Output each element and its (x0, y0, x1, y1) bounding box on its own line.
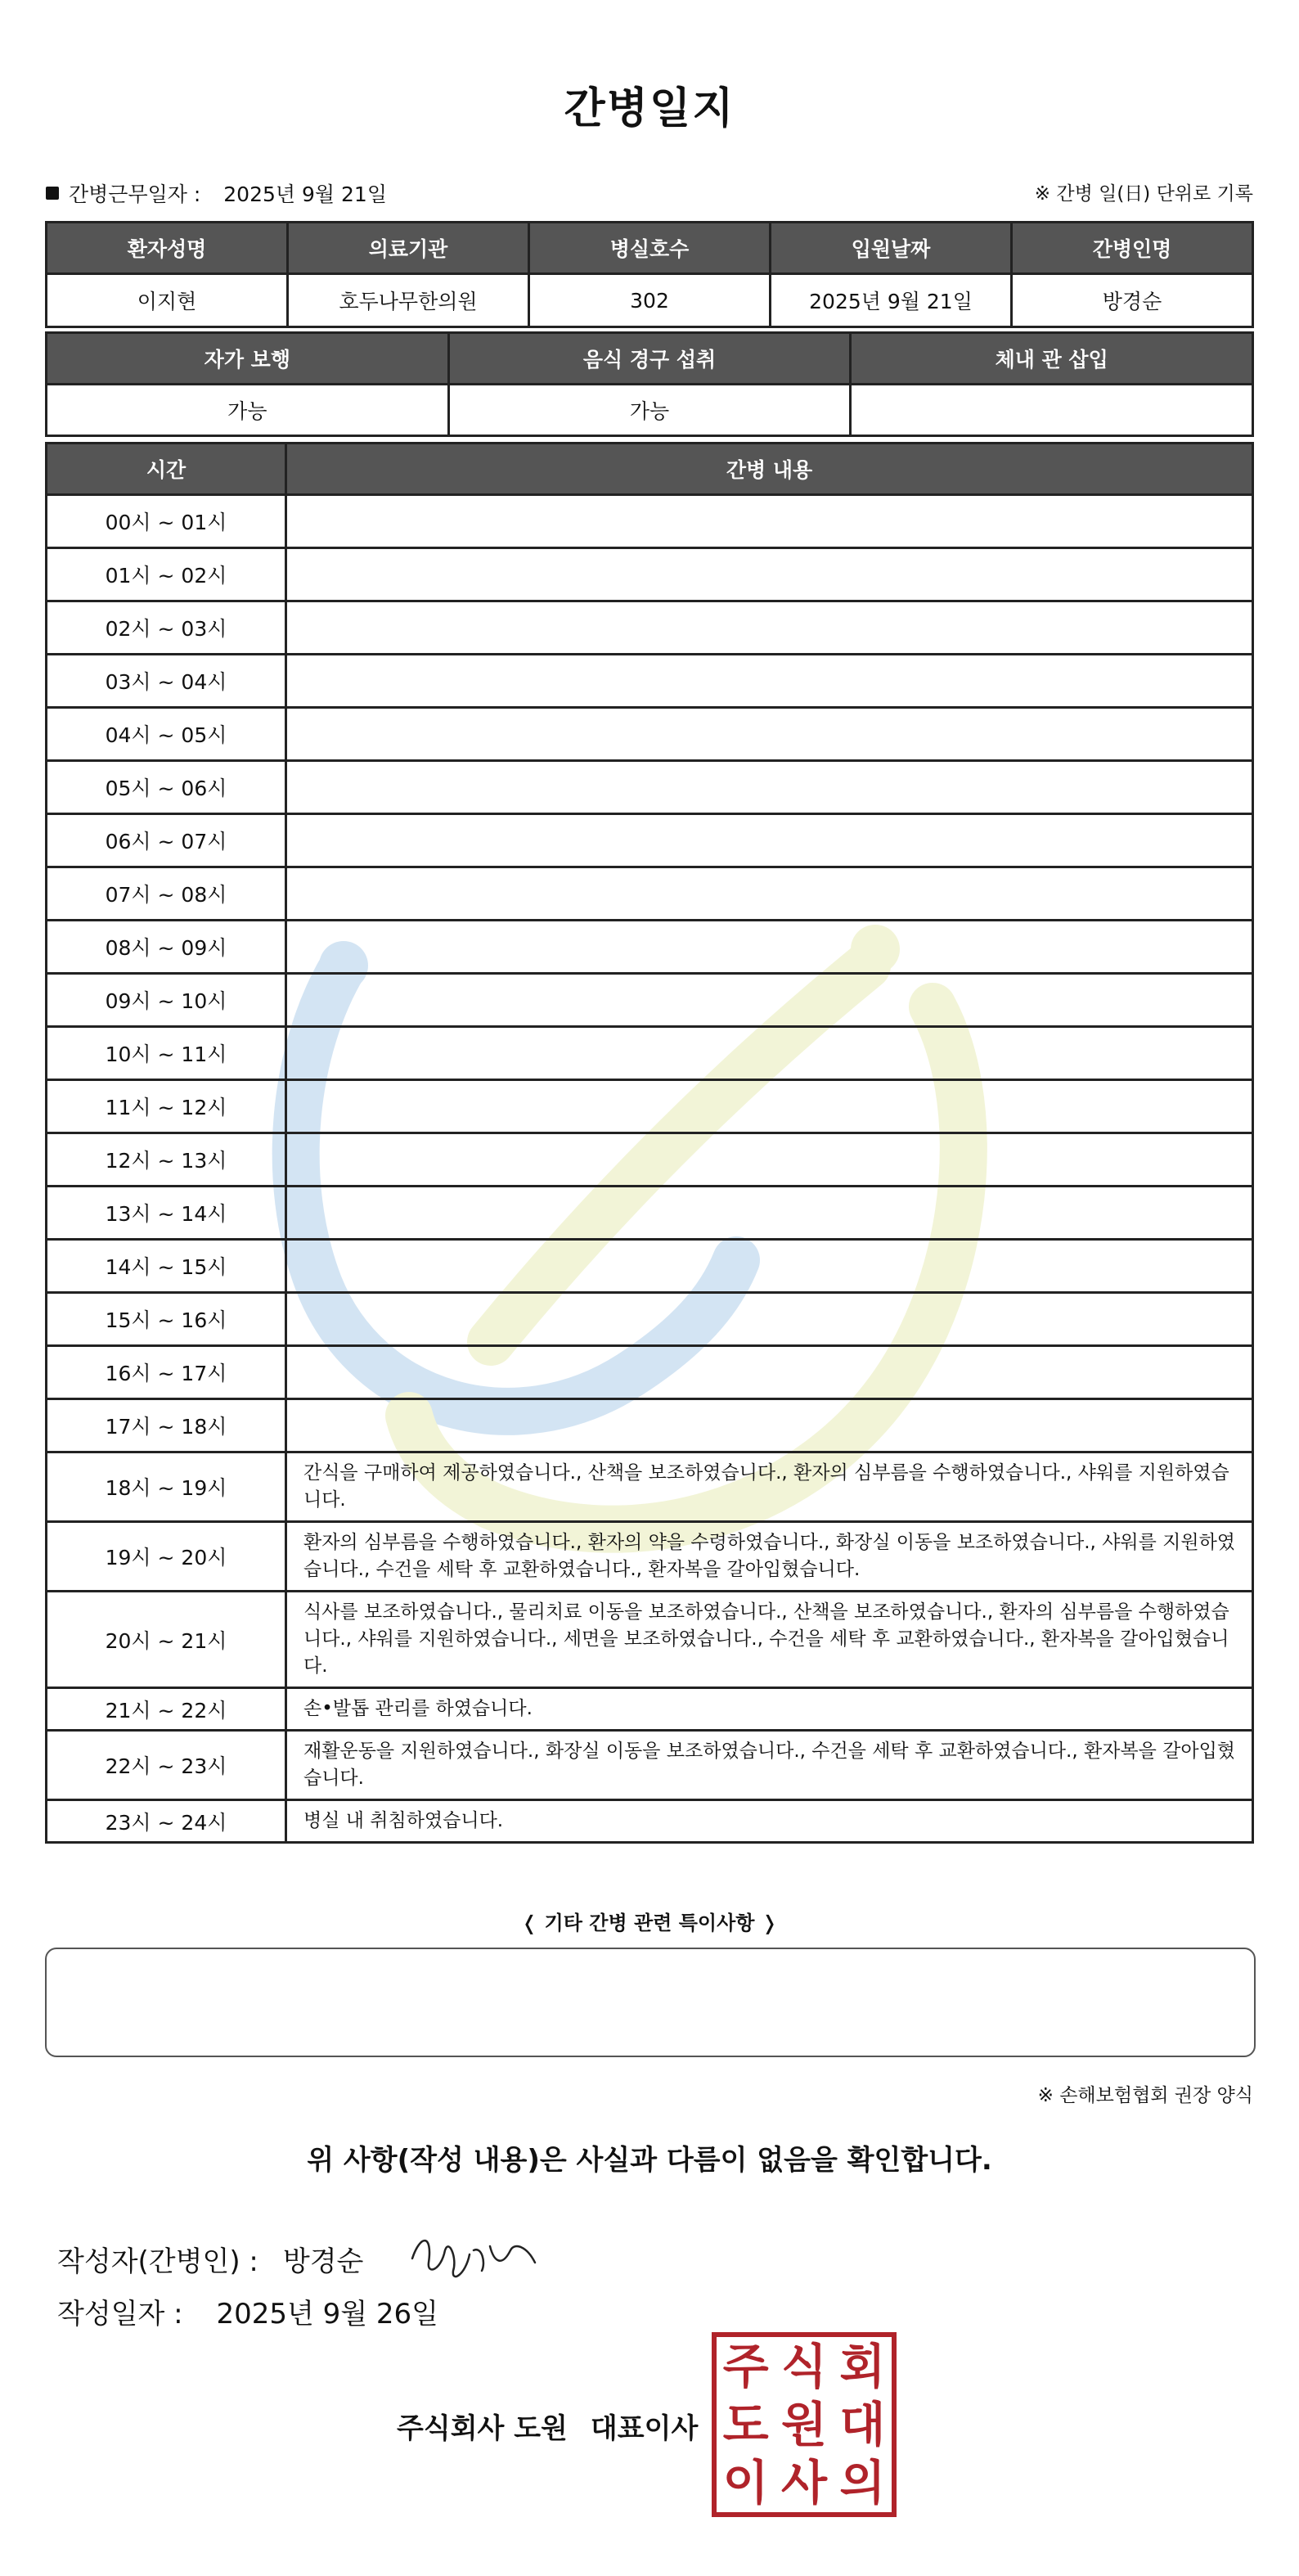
patient-name: 이지현 (47, 274, 288, 327)
time-slot: 20시 ~ 21시 (47, 1592, 286, 1688)
log-header-row (47, 444, 1253, 495)
table-row (47, 867, 1253, 921)
time-slot: 08시 ~ 09시 (47, 921, 286, 974)
time-slot: 23시 ~ 24시 (47, 1800, 286, 1843)
signature-image (404, 2226, 543, 2291)
recommend-note: ※ 손해보험협회 권장 양식 (1037, 2085, 1253, 2106)
table-row (47, 708, 1253, 761)
header-room: 병실호수 (529, 223, 771, 274)
time-slot: 00시 ~ 01시 (47, 495, 286, 548)
time-slot: 17시 ~ 18시 (47, 1399, 286, 1452)
tube-insertion-value (851, 385, 1253, 436)
time-slot: 18시 ~ 19시 (47, 1452, 286, 1522)
table-row (47, 814, 1253, 867)
page-title: 간병일지 (564, 84, 735, 133)
time-slot: 13시 ~ 14시 (47, 1187, 286, 1240)
header-patient-name: 환자성명 (47, 223, 288, 274)
author-line (57, 2226, 543, 2291)
table-row (47, 1452, 1253, 1522)
seal-character: 도 (722, 2396, 769, 2452)
hospital-name: 호두나무한의원 (288, 274, 529, 327)
care-content (286, 921, 1253, 974)
table-row (47, 1080, 1253, 1133)
seal-character: 회 (839, 2338, 886, 2394)
work-date-group (46, 178, 387, 208)
table-row (47, 1187, 1253, 1240)
table-row (47, 1293, 1253, 1346)
oral-intake-value: 가능 (448, 385, 851, 436)
care-content: 재활운동을 지원하였습니다., 화장실 이동을 보조하였습니다., 수건을 세탁 후 교환하였습니다., 환자복을 갈아입혔습니다. (286, 1731, 1253, 1800)
time-slot: 03시 ~ 04시 (47, 655, 286, 708)
time-slot: 15시 ~ 16시 (47, 1293, 286, 1346)
table-row (47, 921, 1253, 974)
notes-heading: ❬ 기타 간병 관련 특이사항 ❭ (521, 1912, 778, 1934)
table-row (47, 1688, 1253, 1731)
header-tube-insertion: 체내 관 삽입 (851, 333, 1253, 385)
table-row (47, 1346, 1253, 1399)
header-time: 시간 (47, 444, 286, 495)
time-slot: 12시 ~ 13시 (47, 1133, 286, 1187)
time-slot: 16시 ~ 17시 (47, 1346, 286, 1399)
status-value-row (47, 385, 1253, 436)
care-content: 병실 내 취침하였습니다. (286, 1800, 1253, 1843)
time-slot: 06시 ~ 07시 (47, 814, 286, 867)
meta-row (46, 178, 1253, 211)
care-content (286, 1399, 1253, 1452)
company-representative: 대표이사 (590, 2412, 699, 2445)
status-header-row (47, 333, 1253, 385)
care-log-table (45, 442, 1254, 1844)
care-content: 간식을 구매하여 제공하였습니다., 산책을 보조하였습니다., 환자의 심부름을 수행하였습니다., 샤워를 지원하였습니다. (286, 1452, 1253, 1522)
table-row (47, 495, 1253, 548)
work-date-value: 2025년 9월 21일 (223, 182, 387, 206)
time-slot: 04시 ~ 05시 (47, 708, 286, 761)
time-slot: 19시 ~ 20시 (47, 1522, 286, 1592)
table-row (47, 1240, 1253, 1293)
header-care-content: 간병 내용 (286, 444, 1253, 495)
author-name: 방경순 (282, 2245, 364, 2278)
header-self-walking: 자가 보행 (47, 333, 449, 385)
log-body (47, 495, 1253, 1843)
time-slot: 22시 ~ 23시 (47, 1731, 286, 1800)
table-row (47, 761, 1253, 814)
care-content (286, 495, 1253, 548)
confirmation-statement: 위 사항(작성 내용)은 사실과 다름이 없음을 확인합니다. (307, 2144, 992, 2177)
info-value-row (47, 274, 1253, 327)
written-date-line (57, 2291, 438, 2331)
time-slot: 07시 ~ 08시 (47, 867, 286, 921)
patient-info-table (45, 221, 1254, 328)
time-slot: 02시 ~ 03시 (47, 601, 286, 655)
header-caregiver: 간병인명 (1012, 223, 1253, 274)
care-content (286, 1293, 1253, 1346)
company-name: 주식회사 도원 (397, 2412, 568, 2445)
care-content (286, 708, 1253, 761)
header-oral-intake: 음식 경구 섭취 (448, 333, 851, 385)
bullet-icon (46, 187, 59, 200)
table-row (47, 1731, 1253, 1800)
admission-date: 2025년 9월 21일 (771, 274, 1012, 327)
care-content (286, 867, 1253, 921)
seal-character: 식 (780, 2338, 827, 2394)
company-line (397, 2406, 698, 2446)
time-slot: 09시 ~ 10시 (47, 974, 286, 1027)
self-walking-value: 가능 (47, 385, 449, 436)
care-content (286, 761, 1253, 814)
notes-box (45, 1948, 1256, 2057)
care-content: 환자의 심부름을 수행하였습니다., 환자의 약을 수령하였습니다., 화장실 이동을 보조하였습니다., 샤워를 지원하였습니다., 수건을 세탁 후 교환하였습니다., 환자복을 갈아입혔습니다. (286, 1522, 1253, 1592)
table-row (47, 1592, 1253, 1688)
header-admission-date: 입원날짜 (771, 223, 1012, 274)
time-slot: 21시 ~ 22시 (47, 1688, 286, 1731)
table-row (47, 1800, 1253, 1843)
table-row (47, 1522, 1253, 1592)
unit-note: ※ 간병 일(日) 단위로 기록 (1034, 183, 1253, 205)
table-row (47, 548, 1253, 601)
care-content (286, 814, 1253, 867)
written-date-label: 작성일자 : (57, 2298, 183, 2331)
care-content (286, 1187, 1253, 1240)
time-slot: 01시 ~ 02시 (47, 548, 286, 601)
written-date-value: 2025년 9월 26일 (216, 2298, 439, 2331)
time-slot: 11시 ~ 12시 (47, 1080, 286, 1133)
time-slot: 10시 ~ 11시 (47, 1027, 286, 1080)
care-content (286, 601, 1253, 655)
seal-character: 원 (780, 2396, 827, 2452)
seal-character: 주 (722, 2338, 769, 2394)
table-row (47, 1027, 1253, 1080)
seal-character: 의 (839, 2455, 886, 2511)
table-row (47, 1399, 1253, 1452)
care-content (286, 974, 1253, 1027)
care-content (286, 548, 1253, 601)
care-content (286, 1240, 1253, 1293)
time-slot: 14시 ~ 15시 (47, 1240, 286, 1293)
caregiver-name: 방경순 (1012, 274, 1253, 327)
care-content (286, 1133, 1253, 1187)
table-row (47, 1133, 1253, 1187)
seal-character: 사 (780, 2455, 827, 2511)
table-row (47, 974, 1253, 1027)
table-row (47, 601, 1253, 655)
author-label: 작성자(간병인) : (57, 2245, 258, 2278)
care-content (286, 1027, 1253, 1080)
seal-character: 이 (722, 2455, 769, 2511)
info-header-row (47, 223, 1253, 274)
work-date-label: 간병근무일자 : (69, 182, 201, 206)
time-slot: 05시 ~ 06시 (47, 761, 286, 814)
header-hospital: 의료기관 (288, 223, 529, 274)
seal-character: 대 (839, 2396, 886, 2452)
care-content: 손•발톱 관리를 하였습니다. (286, 1688, 1253, 1731)
room-number: 302 (529, 274, 771, 327)
care-content (286, 1346, 1253, 1399)
table-row (47, 655, 1253, 708)
care-content (286, 1080, 1253, 1133)
company-seal (712, 2332, 897, 2517)
care-content: 식사를 보조하였습니다., 물리치료 이동을 보조하였습니다., 산책을 보조하였습니다., 환자의 심부름을 수행하였습니다., 샤워를 지원하였습니다., 세면을 보조하였습니다., 수건을 세탁 후 교환하였습니다., 환자복을 갈아입혔습니다. (286, 1592, 1253, 1688)
care-content (286, 655, 1253, 708)
patient-status-table (45, 331, 1254, 437)
